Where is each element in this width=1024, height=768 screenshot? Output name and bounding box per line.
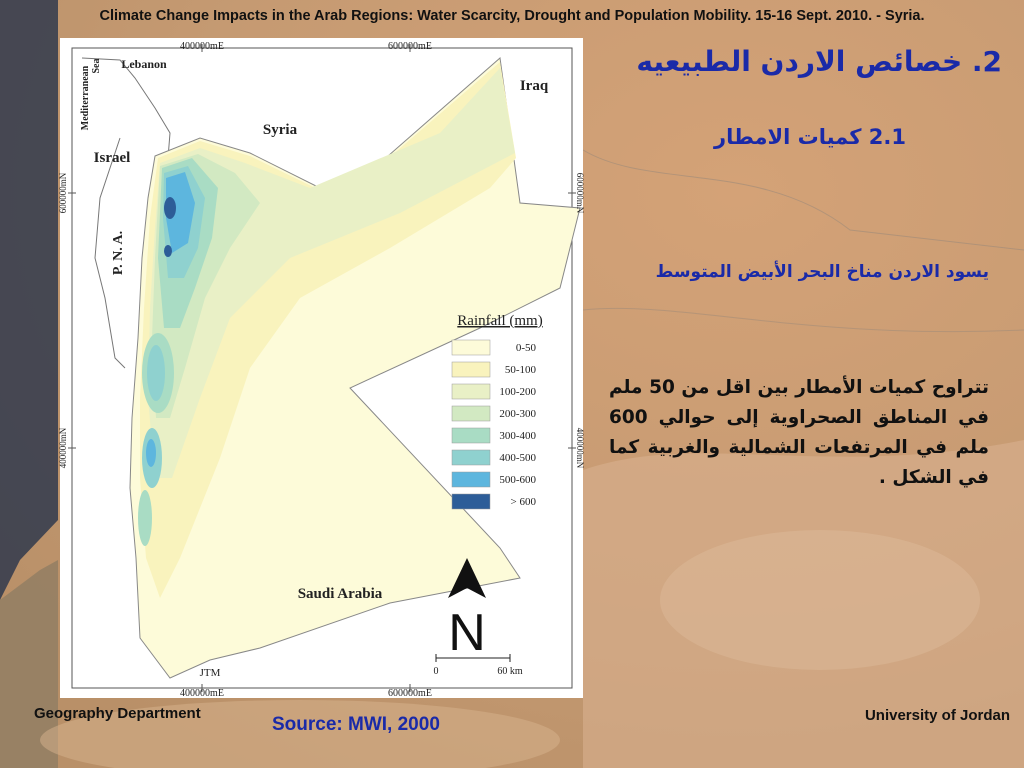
scale-start: 0 — [433, 666, 439, 677]
footer-department: Geography Department — [34, 705, 201, 722]
subsection-title: 2.1 كميات الامطار — [714, 125, 906, 149]
legend-label-1: 50-100 — [504, 364, 536, 376]
label-israel: Israel — [93, 150, 131, 166]
legend-swatch-2 — [452, 384, 490, 399]
legend-swatch-7 — [452, 494, 490, 509]
legend-label-2: 100-200 — [499, 386, 536, 398]
label-mediterranean: Mediterranean — [80, 65, 91, 131]
climate-statement: يسود الاردن مناخ البحر الأبيض المتوسط — [655, 262, 989, 282]
legend-swatch-6 — [452, 472, 490, 487]
label-syria: Syria — [262, 122, 298, 138]
legend-swatch-4 — [452, 428, 490, 443]
legend-label-6: 500-600 — [499, 474, 536, 486]
legend-label-5: 400-500 — [499, 452, 536, 464]
legend-title: Rainfall (mm) — [457, 313, 543, 329]
footer-source: Source: MWI, 2000 — [272, 714, 440, 735]
section-title: 2. خصائص الاردن الطبيعيه — [636, 45, 1002, 78]
grid-label-right-lower: 400000mN — [575, 427, 585, 469]
legend-swatch-1 — [452, 362, 490, 377]
legend-swatch-5 — [452, 450, 490, 465]
label-lebanon: Lebanon — [121, 57, 167, 71]
grid-label-top-left: 400000mE — [180, 41, 224, 52]
north-label: N — [448, 604, 486, 662]
legend-label-3: 200-300 — [499, 408, 536, 420]
grid-label-left-upper: 600000mN — [58, 172, 68, 214]
conference-header: Climate Change Impacts in the Arab Regions: Water Scarcity, Drought and Population Mobility. 15-16 Sept. 2010. - Syria. — [99, 8, 925, 24]
footer-university: University of Jordan — [864, 707, 1010, 724]
grid-label-bottom-right: 600000mE — [388, 688, 432, 699]
rainfall-map — [60, 38, 583, 698]
projection-label: JTM — [199, 667, 221, 679]
scale-end: 60 km — [497, 666, 523, 677]
grid-label-right-upper: 600000mN — [575, 172, 585, 214]
legend-swatch-3 — [452, 406, 490, 421]
legend-label-7: > 600 — [510, 496, 536, 508]
grid-label-bottom-left: 400000mE — [180, 688, 224, 699]
label-sea: Sea — [91, 58, 102, 74]
legend-label-4: 300-400 — [499, 430, 536, 442]
rainfall-description: تتراوح كميات الأمطار بين اقل من 50 ملم في المناطق الصحراوية إلى حوالي 600 ملم في المرتفعات الشمالية والغربية كما في الشكل . — [609, 377, 989, 488]
legend — [452, 340, 536, 509]
legend-label-0: 0-50 — [515, 342, 536, 354]
label-pna: P. N. A. — [111, 230, 126, 276]
label-saudi-arabia: Saudi Arabia — [297, 586, 383, 602]
label-iraq: Iraq — [519, 78, 549, 94]
grid-label-left-lower: 400000mN — [58, 427, 68, 469]
legend-swatch-0 — [452, 340, 490, 355]
grid-label-top-right: 600000mE — [388, 41, 432, 52]
